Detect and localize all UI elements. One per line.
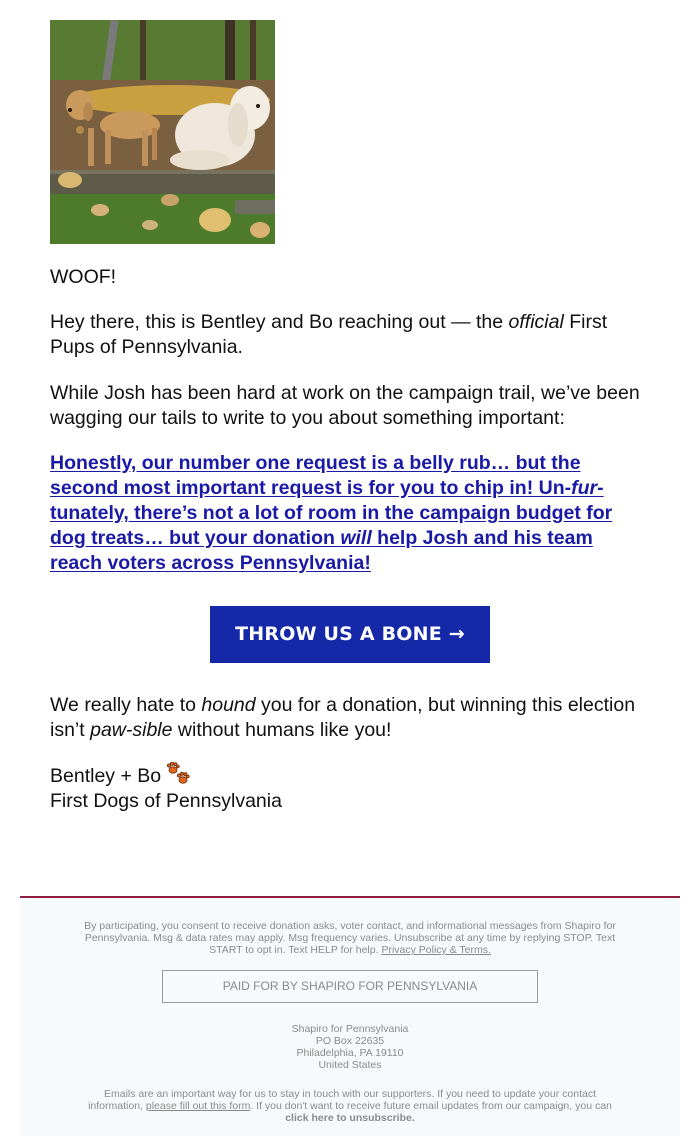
privacy-policy-link[interactable]: Privacy Policy & Terms. (381, 944, 491, 956)
unsubscribe-link[interactable]: click here to unsubscribe. (285, 1112, 415, 1124)
throw-us-a-bone-button[interactable]: THROW US A BONE → (210, 606, 490, 663)
footer (20, 896, 680, 1136)
disclaimer-text: By participating, you consent to receive donation asks, voter contact, and informational messages from Shapiro for Pennsylvania. Msg & data rates may apply. Msg frequency varies. Unsubscribe at any time by replying STOP. Text START to opt in. Text HELP for help. (84, 920, 616, 956)
donate-text-link[interactable] (50, 451, 650, 576)
hound-text-3: without humans like you! (172, 719, 392, 741)
dogs-photo (50, 20, 275, 244)
donate-link-emphasis-fur: fur (571, 477, 598, 499)
hound-paragraph (50, 693, 650, 743)
button-container (50, 606, 650, 663)
paid-for-box: PAID FOR BY SHAPIRO FOR PENNSYLVANIA (162, 970, 538, 1003)
intro-paragraph (50, 310, 650, 360)
hound-text-2: you for a donation, but winning this election isn’t (50, 694, 636, 741)
hound-emphasis: hound (201, 694, 256, 716)
donate-link-emphasis-will: will (340, 527, 372, 549)
hound-text: We really hate to (50, 694, 202, 716)
address-po-box: PO Box 22635 (315, 1035, 385, 1047)
email-body (50, 20, 650, 814)
emails-notice-text-2: . If you don't want to receive future email updates from our campaign, you can (250, 1100, 612, 1112)
address-org: Shapiro for Pennsylvania (291, 1023, 409, 1035)
update-info-form-link[interactable]: please fill out this form (145, 1100, 251, 1112)
intro-emphasis: official (508, 311, 564, 333)
donate-link-text-3: help Josh and his team reach voters across Pennsylvania! (50, 527, 593, 574)
intro-text-end: First Pups of Pennsylvania. (50, 311, 608, 358)
signature-name-line (50, 764, 650, 789)
signature-title: First Dogs of Pennsylvania (50, 790, 282, 812)
intro-text: Hey there, this is Bentley and Bo reaching out — the (50, 311, 509, 333)
greeting: WOOF! (50, 266, 117, 288)
sms-disclaimer (80, 920, 620, 956)
emails-notice-text: Emails are an important way for us to stay in touch with our supporters. If you need to update your contact information, (88, 1088, 596, 1112)
campaign-trail-paragraph: While Josh has been hard at work on the campaign trail, we’ve been wagging our tails to write to you about something important: (50, 382, 640, 429)
mailing-address (20, 1023, 680, 1071)
dogs-photo-illustration (50, 20, 275, 244)
paw-prints-icon (165, 762, 193, 786)
address-country: United States (318, 1059, 382, 1071)
pawsible-emphasis: paw-sible (90, 719, 173, 741)
donate-link-text-2: -tunately, there’s not a lot of room in the campaign budget for dog treats… but your donation (50, 477, 613, 549)
signature-name: Bentley + Bo (50, 765, 162, 787)
signature (50, 764, 650, 814)
donate-link-text: Honestly, our number one request is a belly rub… but the second most important request is for you to chip in! Un- (50, 452, 581, 499)
address-city: Philadelphia, PA 19110 (296, 1047, 404, 1059)
email-preferences-notice (80, 1088, 620, 1124)
